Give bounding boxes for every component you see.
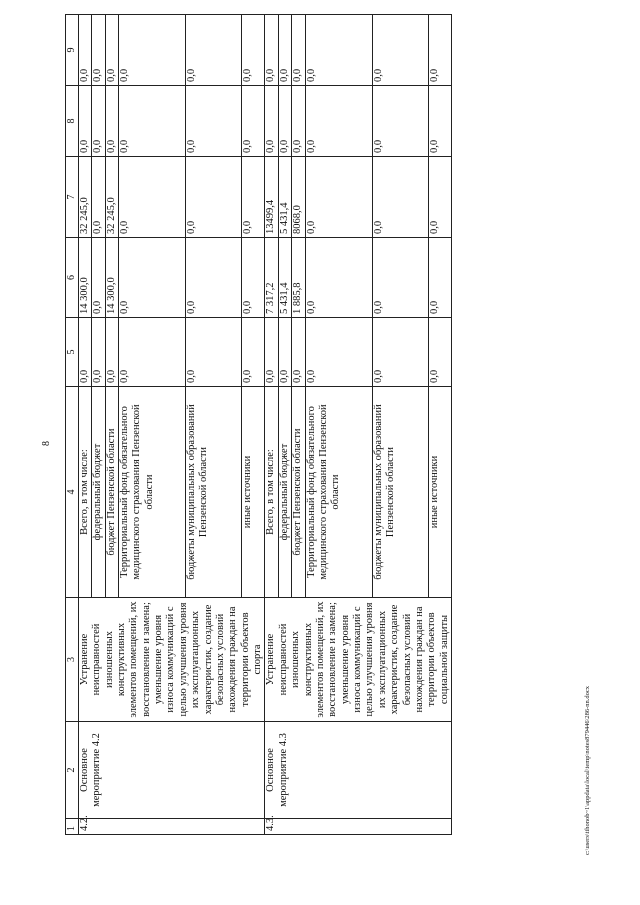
amount-v9: 0,0	[118, 15, 185, 86]
amount-v6: 0,0	[305, 238, 372, 318]
amount-v5: 0,0	[92, 318, 105, 387]
financing-table	[65, 14, 452, 835]
funding-source: бюджеты муниципальных образований Пензенской области	[185, 387, 241, 598]
file-path-text: c:\users\tihonob~1\appdata\local\temp\notes879446\286-nn.docx	[584, 685, 591, 855]
amount-v9: 0,0	[241, 15, 265, 86]
amount-v8: 0,0	[372, 86, 428, 157]
amount-v8: 0,0	[105, 86, 118, 157]
row-number: 4.3.	[265, 819, 452, 835]
amount-v6: 0,0	[428, 238, 452, 318]
amount-v7: 0,0	[92, 157, 105, 238]
amount-v8: 0,0	[118, 86, 185, 157]
header-col-5: 5	[66, 318, 79, 387]
amount-v6: 0,0	[241, 238, 265, 318]
amount-v8: 0,0	[78, 86, 91, 157]
header-col-1: 1	[66, 819, 79, 835]
funding-source: иные источники	[241, 387, 265, 598]
amount-v8: 0,0	[92, 86, 105, 157]
amount-v9: 0,0	[265, 15, 278, 86]
amount-v7: 5 431,4	[278, 157, 291, 238]
amount-v8: 0,0	[185, 86, 241, 157]
funding-source: бюджет Пензенской области	[105, 387, 118, 598]
amount-v9: 0,0	[292, 15, 305, 86]
amount-v5: 0,0	[292, 318, 305, 387]
amount-v7: 32 245,0	[78, 157, 91, 238]
amount-v7: 13499,4	[265, 157, 278, 238]
amount-v9: 0,0	[278, 15, 291, 86]
measure-description: Устранение неисправностей изношенных конструктивных элементов помещений, их восстановление и замена; уменьшение уровня износа коммуникаций с целью улучшения уровня их эксплуатационных характеристик, создание безопасных условий нахождения граждан на территории объектов спорта	[78, 598, 265, 722]
amount-v9: 0,0	[78, 15, 91, 86]
measure-name: Основное мероприятие 4.3	[265, 722, 452, 819]
funding-source: федеральный бюджет	[278, 387, 291, 598]
funding-source: Всего, в том числе:	[265, 387, 278, 598]
amount-v5: 0,0	[241, 318, 265, 387]
amount-v7: 0,0	[241, 157, 265, 238]
header-col-9: 9	[66, 15, 79, 86]
amount-v8: 0,0	[305, 86, 372, 157]
amount-v5: 0,0	[78, 318, 91, 387]
funding-source: федеральный бюджет	[92, 387, 105, 598]
amount-v7: 0,0	[305, 157, 372, 238]
amount-v6: 0,0	[92, 238, 105, 318]
amount-v6: 14 300,0	[78, 238, 91, 318]
funding-source: Всего, в том числе:	[78, 387, 91, 598]
amount-v7: 32 245,0	[105, 157, 118, 238]
funding-source: бюджет Пензенской области	[292, 387, 305, 598]
amount-v5: 0,0	[428, 318, 452, 387]
header-col-4: 4	[66, 387, 79, 598]
amount-v5: 0,0	[265, 318, 278, 387]
measure-description: Устранение неисправностей изношенных конструктивных элементов помещений, их восстановление и замена; уменьшение уровня износа коммуникаций с целью улучшения уровня их эксплуатационных характеристик, создание безопасных условий нахождения граждан на территории объектов социальной защиты	[265, 598, 452, 722]
rotated-table-container	[65, 15, 553, 835]
page-number: 8	[41, 441, 52, 446]
row-number: 4.2.	[78, 819, 265, 835]
amount-v5: 0,0	[118, 318, 185, 387]
measure-name: Основное мероприятие 4.2	[78, 722, 265, 819]
header-col-7: 7	[66, 157, 79, 238]
amount-v5: 0,0	[372, 318, 428, 387]
amount-v8: 0,0	[241, 86, 265, 157]
amount-v5: 0,0	[278, 318, 291, 387]
amount-v8: 0,0	[428, 86, 452, 157]
funding-source: Территориальный фонд обязательного медицинского страхования Пензенской области	[118, 387, 185, 598]
amount-v8: 0,0	[265, 86, 278, 157]
funding-source: иные источники	[428, 387, 452, 598]
amount-v8: 0,0	[278, 86, 291, 157]
amount-v5: 0,0	[105, 318, 118, 387]
table-row	[265, 15, 278, 835]
amount-v5: 0,0	[305, 318, 372, 387]
amount-v7: 0,0	[185, 157, 241, 238]
amount-v9: 0,0	[185, 15, 241, 86]
header-col-2: 2	[66, 722, 79, 819]
amount-v7: 0,0	[372, 157, 428, 238]
funding-source: Территориальный фонд обязательного медицинского страхования Пензенской области	[305, 387, 372, 598]
amount-v6: 1 885,8	[292, 238, 305, 318]
amount-v8: 0,0	[292, 86, 305, 157]
amount-v6: 7 317,2	[265, 238, 278, 318]
amount-v9: 0,0	[92, 15, 105, 86]
amount-v9: 0,0	[428, 15, 452, 86]
amount-v9: 0,0	[305, 15, 372, 86]
amount-v6: 0,0	[118, 238, 185, 318]
amount-v6: 14 300,0	[105, 238, 118, 318]
funding-source: бюджеты муниципальных образований Пензенской области	[372, 387, 428, 598]
amount-v9: 0,0	[372, 15, 428, 86]
amount-v7: 8068,0	[292, 157, 305, 238]
amount-v9: 0,0	[105, 15, 118, 86]
header-row	[66, 15, 79, 835]
amount-v5: 0,0	[185, 318, 241, 387]
table-body	[66, 15, 452, 835]
amount-v6: 5 431,4	[278, 238, 291, 318]
amount-v7: 0,0	[118, 157, 185, 238]
header-col-3: 3	[66, 598, 79, 722]
amount-v6: 0,0	[185, 238, 241, 318]
table-row	[78, 15, 91, 835]
header-col-6: 6	[66, 238, 79, 318]
amount-v6: 0,0	[372, 238, 428, 318]
amount-v7: 0,0	[428, 157, 452, 238]
header-col-8: 8	[66, 86, 79, 157]
